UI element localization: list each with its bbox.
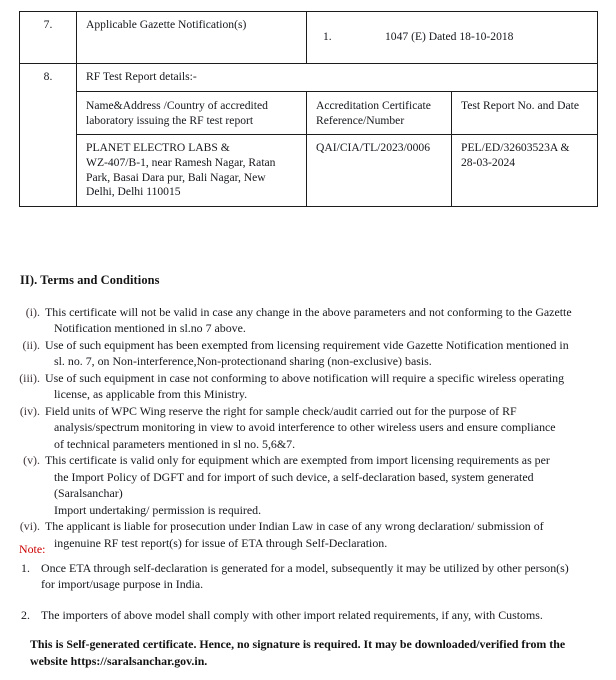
cell-lab-name-address (77, 134, 307, 206)
term-text (45, 304, 605, 337)
term-marker: (vi). (19, 519, 40, 534)
table-row-rf-test-report (20, 64, 598, 92)
term-item (11, 370, 605, 403)
cell-accreditation-reference: QAI/CIA/TL/2023/0006 (307, 134, 452, 206)
note-line: for import/usage purpose in India. (41, 577, 204, 592)
lab-address-line-3: Delhi, Delhi 110015 (86, 185, 181, 199)
row-serial-number: 8. (20, 64, 77, 207)
term-line: The applicant is liable for prosecution under Indian Law in case of any wrong declaration/ submission of (45, 519, 544, 534)
term-text (45, 370, 605, 403)
row-serial-number: 7. (20, 12, 77, 64)
term-line: license, as applicable from this Ministry. (54, 387, 248, 402)
term-line: This certificate will not be valid in case any change in the above parameters and not conforming to the Gazette (45, 305, 572, 319)
term-marker: (ii). (22, 337, 40, 352)
term-line: ingenuine RF test report(s) for issue of ETA through Self-Declaration. (54, 535, 388, 550)
table-row-subheaders (20, 91, 598, 134)
term-line: This certificate is valid only for equipment which are exempted from import licensing requirements as per (45, 453, 550, 468)
term-line: analysis/spectrum monitoring in view to avoid interference to other wireless users and ensure compliance (54, 420, 556, 435)
terms-and-conditions-list (11, 304, 605, 551)
term-line: Notification mentioned in sl.no 7 above. (54, 321, 246, 336)
term-text (45, 403, 605, 452)
lab-name-line: PLANET ELECTRO LABS & (86, 140, 230, 154)
table-row-subvalues (20, 134, 598, 206)
term-item (11, 337, 605, 370)
term-text (45, 337, 605, 370)
note-line: Once ETA through self-declaration is generated for a model, subsequently it may be utilized by other person(s) (41, 560, 569, 575)
row-label-rf-test-report: RF Test Report details:- (77, 64, 598, 92)
self-generated-line-2: website https://saralsanchar.gov.in. (30, 653, 208, 668)
subheader-lab-name-address: Name&Address /Country of accredited laboratory issuing the RF test report (77, 91, 307, 134)
term-line: Use of such equipment has been exempted from licensing requirement vide Gazette Notification mentioned in (45, 337, 569, 352)
term-line: Import undertaking/ permission is required. (54, 502, 262, 517)
note-text (41, 607, 599, 624)
terms-and-conditions-heading: II). Terms and Conditions (20, 273, 160, 287)
note-text (41, 560, 599, 593)
note-item (19, 560, 599, 593)
cell-test-report-no-date (452, 134, 598, 206)
term-line: the Import Policy of DGFT and for import of such device, a self-declaration based, system generated (Saralsanchar) (54, 469, 534, 501)
row-value-gazette (307, 12, 598, 64)
note-line: The importers of above model shall comply with other import related requirements, if any, with Customs. (41, 607, 543, 622)
test-report-number: PEL/ED/32603523A & (461, 140, 570, 154)
term-text (45, 452, 605, 518)
term-line: Use of such equipment in case not conforming to above notification will require a specific wireless operating (45, 370, 565, 385)
gazette-item-number: 1. (323, 30, 332, 44)
note-title: Note: (19, 542, 46, 556)
note-marker: 2. (21, 607, 30, 622)
gazette-item-text: 1047 (E) Dated 18-10-2018 (385, 30, 514, 44)
note-item (19, 607, 599, 624)
subheader-test-report-no-date: Test Report No. and Date (452, 91, 598, 134)
term-marker: (iii). (19, 370, 40, 385)
subheader-accreditation-reference: Accreditation Certificate Reference/Number (307, 91, 452, 134)
term-item (11, 403, 605, 452)
term-marker: (iv). (19, 403, 40, 418)
self-generated-line-1: This is Self-generated certificate. Hence, no signature is required. It may be downloaded/verified from the (30, 637, 566, 651)
note-block (19, 541, 599, 637)
term-line: of technical parameters mentioned in sl no. 5,6&7. (54, 436, 296, 451)
lab-address-line-1: WZ-407/B-1, near Ramesh Nagar, Ratan (86, 155, 276, 169)
lab-address-line-2: Park, Basai Dara pur, Bali Nagar, New (86, 170, 266, 184)
test-report-date: 28-03-2024 (461, 155, 516, 169)
term-item (11, 452, 605, 518)
certificate-details-table (19, 11, 598, 207)
term-marker: (i). (25, 305, 40, 319)
row-label-gazette: Applicable Gazette Notification(s) (77, 12, 307, 64)
self-generated-certificate-notice (30, 636, 596, 670)
note-marker: 1. (21, 560, 30, 575)
term-item (11, 304, 605, 337)
table-row-gazette (20, 12, 598, 64)
term-line: sl. no. 7, on Non-interference,Non-protectionand sharing (non-exclusive) basis. (54, 354, 432, 369)
term-line: Field units of WPC Wing reserve the right for sample check/audit carried out for the purpose of RF (45, 403, 517, 418)
term-marker: (v). (23, 453, 40, 468)
